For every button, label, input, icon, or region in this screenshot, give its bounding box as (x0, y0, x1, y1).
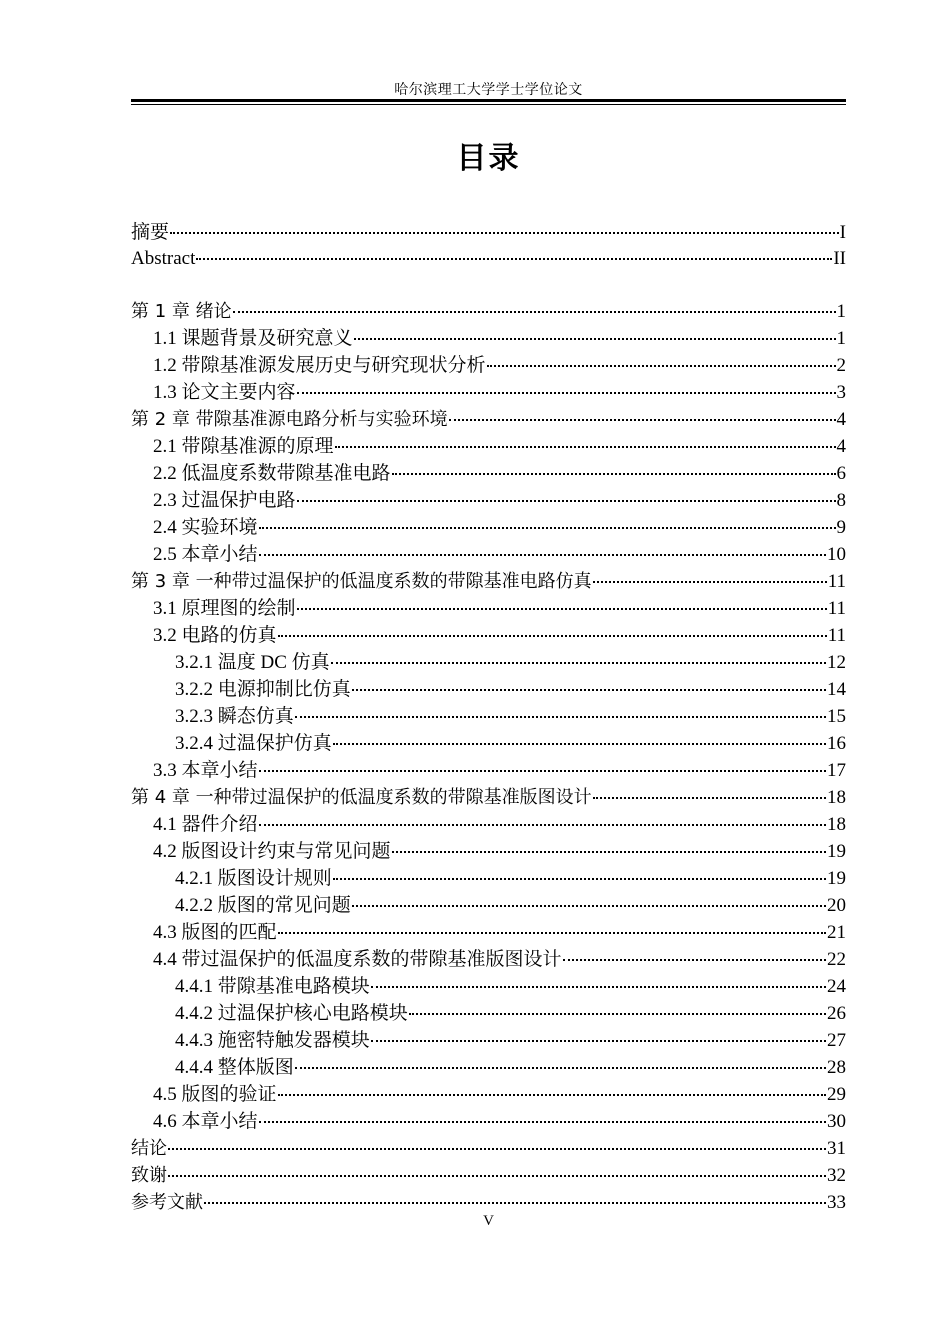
toc-dot-leader (259, 527, 836, 529)
toc-entry-label: 3.3 本章小结 (153, 760, 258, 781)
toc-entry-page: 15 (827, 706, 846, 727)
toc-dot-leader (259, 1121, 826, 1123)
toc-entry-label: 4.4.2 过温保护核心电路模块 (175, 1003, 408, 1024)
toc-dot-leader (278, 635, 827, 637)
toc-chapter-entry[interactable] (131, 406, 846, 433)
toc-entry-label: 4.4.4 整体版图 (175, 1057, 294, 1078)
toc-entry-page: 2 (836, 355, 846, 376)
toc-dot-leader (297, 392, 836, 394)
header-rule-thin (131, 104, 846, 105)
toc-entry-label: 4.5 版图的验证 (153, 1084, 277, 1105)
toc-entry-page: 21 (827, 922, 846, 943)
toc-entry-label: 4.4.1 带隙基准电路模块 (175, 976, 370, 997)
toc-entry-page: 31 (827, 1138, 846, 1159)
toc-entry[interactable] (131, 352, 846, 379)
toc-entry[interactable] (131, 219, 846, 246)
toc-entry-page: 11 (827, 598, 846, 619)
toc-dot-leader (449, 419, 836, 421)
toc-dot-leader (371, 986, 826, 988)
toc-dot-leader (168, 1148, 826, 1150)
toc-entry-page: 1 (836, 301, 846, 322)
toc-entry-label: 4.3 版图的匹配 (153, 922, 277, 943)
toc-dot-leader (333, 743, 826, 745)
toc-entry-label: 3.1 原理图的绘制 (153, 598, 296, 619)
toc-dot-leader (259, 770, 826, 772)
toc-entry-page: 18 (827, 814, 846, 835)
toc-entry-page: 26 (827, 1003, 846, 1024)
toc-entry-label: 参考文献 (131, 1192, 203, 1213)
toc-entry-page: 8 (836, 490, 846, 511)
toc-entry-label: 2.3 过温保护电路 (153, 490, 296, 511)
toc-entry-page: 17 (827, 760, 846, 781)
toc-dot-leader (563, 959, 826, 961)
toc-chapter-entry[interactable] (131, 298, 846, 325)
toc-entry-label: 4.4 带过温保护的低温度系数的带隙基准版图设计 (153, 949, 562, 970)
toc-dot-leader (331, 662, 826, 664)
toc-entry[interactable] (131, 838, 846, 865)
toc-chapter-entry[interactable] (131, 568, 846, 595)
toc-entry-page: 14 (827, 679, 846, 700)
toc-entry-label: 2.1 带隙基准源的原理 (153, 436, 334, 457)
toc-entry-label: 3.2.2 电源抑制比仿真 (175, 679, 351, 700)
toc-dot-leader (168, 1175, 826, 1177)
running-header: 哈尔滨理工大学学士学位论文 (394, 83, 583, 98)
toc-entry-page: 11 (827, 571, 846, 592)
toc-dot-leader (409, 1013, 826, 1015)
toc-entry[interactable] (131, 1081, 846, 1108)
toc-entry-page: 18 (827, 787, 846, 808)
toc-entry[interactable] (131, 622, 846, 649)
toc-entry-label: 1.1 课题背景及研究意义 (153, 328, 353, 349)
toc-dot-leader (259, 554, 826, 556)
toc-entry[interactable] (131, 541, 846, 568)
toc-entry-label: 4.2.1 版图设计规则 (175, 868, 332, 889)
toc-entry-label: 4.2.2 版图的常见问题 (175, 895, 351, 916)
toc-dot-leader (392, 473, 836, 475)
toc-entry-label: 4.1 器件介绍 (153, 814, 258, 835)
toc-entry[interactable] (131, 676, 846, 703)
toc-dot-leader (333, 878, 826, 880)
toc-entry-label: 3.2.4 过温保护仿真 (175, 733, 332, 754)
toc-entry-label: 第 2 章 带隙基准源电路分析与实验环境 (131, 409, 448, 430)
toc-entry-label: 第 4 章 一种带过温保护的低温度系数的带隙基准版图设计 (131, 787, 592, 808)
toc-entry-page: 6 (836, 463, 846, 484)
toc-entry-page: 32 (827, 1165, 846, 1186)
toc-entry-label: 2.2 低温度系数带隙基准电路 (153, 463, 391, 484)
toc-dot-leader (487, 365, 836, 367)
toc-entry-page: I (839, 222, 846, 243)
toc-entry-page: 3 (836, 382, 846, 403)
toc-entry-label: 2.4 实验环境 (153, 517, 258, 538)
toc-entry-label: 4.2 版图设计约束与常见问题 (153, 841, 391, 862)
toc-entry[interactable] (131, 649, 846, 676)
toc-entry-page: 33 (827, 1192, 846, 1213)
toc-entry[interactable] (131, 892, 846, 919)
toc-entry[interactable] (131, 865, 846, 892)
toc-entry-label: Abstract (131, 248, 196, 269)
toc-entry-page: 4 (836, 409, 846, 430)
toc-dot-leader (352, 905, 826, 907)
toc-dot-leader (259, 824, 826, 826)
toc-entry-label: 3.2 电路的仿真 (153, 625, 277, 646)
toc-entry-page: 28 (827, 1057, 846, 1078)
toc-dot-leader (371, 1040, 826, 1042)
toc-entry-page: 11 (827, 625, 846, 646)
toc-entry-label: 第 1 章 绪论 (131, 301, 232, 322)
toc-entry-label: 3.2.1 温度 DC 仿真 (175, 652, 330, 673)
toc-dot-leader (354, 338, 836, 340)
toc-entry[interactable] (131, 919, 846, 946)
toc-entry[interactable] (131, 757, 846, 784)
page-number: V (483, 1213, 494, 1229)
toc-dot-leader (278, 1094, 826, 1096)
toc-entry-page: 9 (836, 517, 846, 538)
header-rule-thick (131, 99, 846, 102)
toc-entry-label: 摘要 (131, 222, 170, 243)
toc-entry-page: 1 (836, 328, 846, 349)
toc-entry-page: 27 (827, 1030, 846, 1051)
toc-dot-leader (295, 716, 826, 718)
toc-dot-leader (297, 500, 836, 502)
toc-entry[interactable] (131, 487, 846, 514)
toc-entry[interactable] (131, 973, 846, 1000)
toc-chapter-entry[interactable] (131, 784, 846, 811)
toc-entry-label: 结论 (131, 1138, 167, 1159)
toc-entry-page: 29 (827, 1084, 846, 1105)
toc-entry[interactable] (131, 1000, 846, 1027)
toc-entry[interactable] (131, 460, 846, 487)
toc-dot-leader (295, 1067, 826, 1069)
toc-entry[interactable] (131, 703, 846, 730)
toc-entry[interactable] (131, 946, 846, 973)
toc-entry-page: 22 (827, 949, 846, 970)
toc-entry[interactable] (131, 514, 846, 541)
toc-entry[interactable] (131, 379, 846, 406)
toc-entry-page: II (833, 248, 846, 269)
toc-chapter-entry[interactable] (131, 1135, 846, 1162)
toc-entry-label: 1.3 论文主要内容 (153, 382, 296, 403)
toc-entry[interactable] (131, 595, 846, 622)
toc-dot-leader (170, 232, 839, 234)
toc-dot-leader (233, 311, 836, 313)
toc-chapter-entry[interactable] (131, 1189, 846, 1216)
toc-entry-page: 19 (827, 868, 846, 889)
toc-entry-label: 第 3 章 一种带过温保护的低温度系数的带隙基准电路仿真 (131, 571, 592, 592)
toc-dot-leader (335, 446, 836, 448)
toc-entry[interactable] (131, 325, 846, 352)
toc-entry-label: 致谢 (131, 1165, 167, 1186)
toc-entry[interactable] (131, 811, 846, 838)
toc-entry-page: 30 (827, 1111, 846, 1132)
toc-chapter-entry[interactable] (131, 1162, 846, 1189)
toc-entry-label: 1.2 带隙基准源发展历史与研究现状分析 (153, 355, 486, 376)
toc-dot-leader (352, 689, 826, 691)
toc-entry-page: 4 (836, 436, 846, 457)
toc-entry-label: 3.2.3 瞬态仿真 (175, 706, 294, 727)
toc-entry-label: 4.6 本章小结 (153, 1111, 258, 1132)
toc-entry[interactable] (131, 1027, 846, 1054)
toc-dot-leader (593, 581, 827, 583)
toc-entry-page: 12 (827, 652, 846, 673)
toc-entry[interactable] (131, 1054, 846, 1081)
toc-entry-label: 2.5 本章小结 (153, 544, 258, 565)
toc-entry[interactable] (131, 730, 846, 757)
toc-entry-page: 10 (827, 544, 846, 565)
toc-dot-leader (278, 932, 826, 934)
toc-entry-label: 4.4.3 施密特触发器模块 (175, 1030, 370, 1051)
toc-dot-leader (196, 258, 832, 260)
toc-entry-page: 19 (827, 841, 846, 862)
toc-dot-leader (204, 1202, 826, 1204)
toc-dot-leader (392, 851, 826, 853)
toc-entry[interactable] (131, 433, 846, 460)
toc-entry-page: 16 (827, 733, 846, 754)
toc-entry-page: 20 (827, 895, 846, 916)
toc-dot-leader (593, 797, 826, 799)
page-title: 目录 (456, 141, 521, 176)
toc-dot-leader (297, 608, 827, 610)
toc-entry-page: 24 (827, 976, 846, 997)
toc-entry[interactable] (131, 1108, 846, 1135)
toc-entry[interactable] (131, 245, 846, 272)
